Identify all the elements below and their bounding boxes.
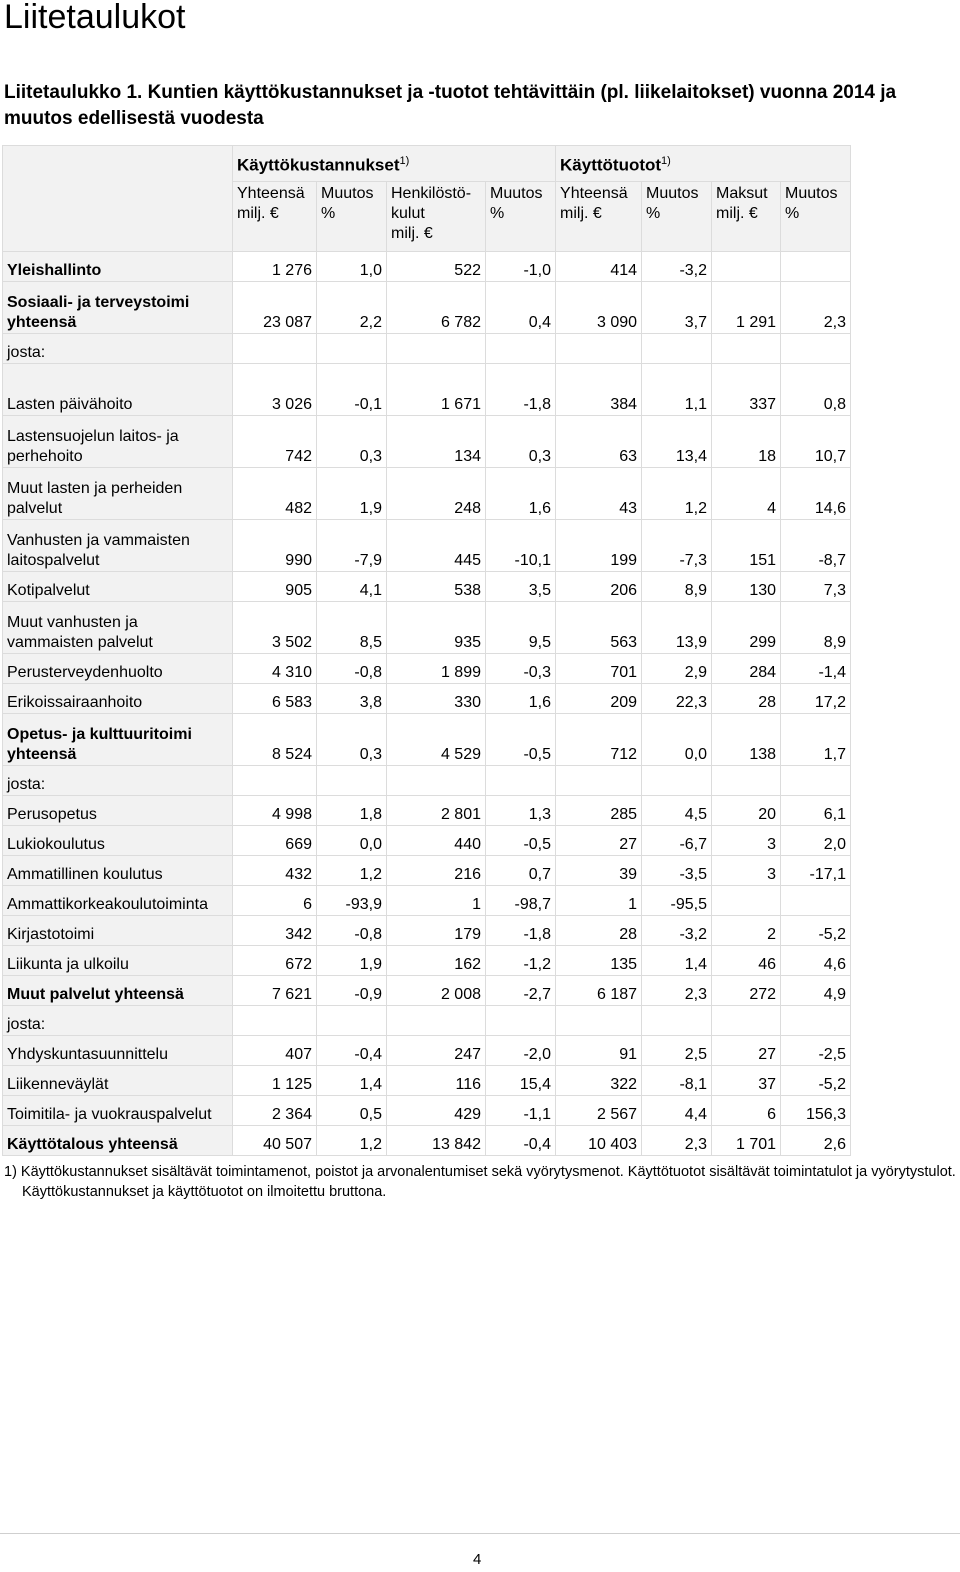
costs-group-label: Käyttökustannukset	[237, 155, 400, 175]
value-cell: 414	[556, 252, 642, 282]
value-cell: 522	[387, 252, 486, 282]
value-cell: -7,9	[317, 520, 387, 572]
value-cell: 6	[712, 1096, 781, 1126]
value-cell: 905	[233, 572, 317, 602]
table-title: Liitetaulukko 1. Kuntien käyttökustannukset ja -tuotot tehtävittäin (pl. liikelaitokset) vuonna 2014 ja muutos edellisestä vuodesta	[4, 82, 897, 129]
column-header	[712, 182, 781, 252]
value-cell: 990	[233, 520, 317, 572]
table-row	[3, 796, 851, 826]
column-header-line: Muutos	[785, 185, 838, 202]
table-row	[3, 1036, 851, 1066]
value-cell: 151	[712, 520, 781, 572]
value-cell: 742	[233, 416, 317, 468]
value-cell	[642, 1006, 712, 1036]
value-cell	[556, 1006, 642, 1036]
column-header-line: milj. €	[391, 225, 433, 242]
value-cell	[642, 334, 712, 364]
row-label: Erikoissairaanhoito	[3, 684, 233, 714]
value-cell: 8,9	[781, 602, 851, 654]
value-cell: 3,7	[642, 282, 712, 334]
row-label: Ammattikorkeakoulutoiminta	[3, 886, 233, 916]
value-cell: 1,2	[317, 856, 387, 886]
value-cell: 2 567	[556, 1096, 642, 1126]
value-cell: -95,5	[642, 886, 712, 916]
table-row	[3, 282, 851, 334]
value-cell	[233, 334, 317, 364]
table-row	[3, 684, 851, 714]
value-cell	[712, 252, 781, 282]
value-cell: -8,1	[642, 1066, 712, 1096]
value-cell: 91	[556, 1036, 642, 1066]
row-label: Muut lasten ja perheiden palvelut	[3, 468, 233, 520]
value-cell: 116	[387, 1066, 486, 1096]
column-header-line: Muutos	[321, 185, 374, 202]
value-cell: 14,6	[781, 468, 851, 520]
value-cell: 20	[712, 796, 781, 826]
table-row	[3, 572, 851, 602]
row-label: josta:	[3, 334, 233, 364]
column-header	[556, 182, 642, 252]
value-cell: 0,0	[642, 714, 712, 766]
row-label: Toimitila- ja vuokrauspalvelut	[3, 1096, 233, 1126]
value-cell: 2 801	[387, 796, 486, 826]
revenues-footnote-marker: 1)	[661, 155, 671, 168]
row-label: Muut palvelut yhteensä	[3, 976, 233, 1006]
value-cell: 432	[233, 856, 317, 886]
value-cell	[486, 334, 556, 364]
row-label: Opetus- ja kulttuuritoimi yhteensä	[3, 714, 233, 766]
row-label: josta:	[3, 766, 233, 796]
value-cell: 1,9	[317, 468, 387, 520]
row-label: Perusterveydenhuolto	[3, 654, 233, 684]
value-cell: -3,5	[642, 856, 712, 886]
value-cell: 0,3	[486, 416, 556, 468]
column-header-line: Yhteensä	[237, 185, 305, 202]
value-cell: 2,6	[781, 1126, 851, 1156]
value-cell: 134	[387, 416, 486, 468]
value-cell: -1,4	[781, 654, 851, 684]
table-row	[3, 714, 851, 766]
table-row	[3, 364, 851, 416]
value-cell: -0,5	[486, 826, 556, 856]
value-cell: 138	[712, 714, 781, 766]
value-cell: 23 087	[233, 282, 317, 334]
value-cell: 43	[556, 468, 642, 520]
value-cell: 28	[712, 684, 781, 714]
value-cell: 1 291	[712, 282, 781, 334]
table-row	[3, 1066, 851, 1096]
value-cell: 3	[712, 826, 781, 856]
row-label: Sosiaali- ja terveystoimi yhteensä	[3, 282, 233, 334]
value-cell: 4,1	[317, 572, 387, 602]
value-cell: -1,0	[486, 252, 556, 282]
value-cell: 935	[387, 602, 486, 654]
table-row	[3, 1126, 851, 1156]
table-row	[3, 654, 851, 684]
value-cell: 445	[387, 520, 486, 572]
value-cell: 299	[712, 602, 781, 654]
revenues-group-label: Käyttötuotot	[560, 155, 662, 175]
value-cell: 1,1	[642, 364, 712, 416]
value-cell: 247	[387, 1036, 486, 1066]
column-header	[781, 182, 851, 252]
value-cell: 2,3	[642, 1126, 712, 1156]
value-cell: 6,1	[781, 796, 851, 826]
value-cell	[642, 766, 712, 796]
value-cell: -10,1	[486, 520, 556, 572]
row-label: Kotipalvelut	[3, 572, 233, 602]
column-header	[317, 182, 387, 252]
value-cell: 162	[387, 946, 486, 976]
column-header-line: Henkilöstö-	[391, 185, 472, 202]
value-cell: 337	[712, 364, 781, 416]
value-cell: 2 364	[233, 1096, 317, 1126]
value-cell: -1,1	[486, 1096, 556, 1126]
column-header-line: Muutos	[490, 185, 543, 202]
value-cell: 13,9	[642, 602, 712, 654]
value-cell: 701	[556, 654, 642, 684]
table-row	[3, 602, 851, 654]
value-cell: 0,8	[781, 364, 851, 416]
value-cell: 8,5	[317, 602, 387, 654]
expenditure-table	[2, 145, 851, 1156]
value-cell: 2,3	[642, 976, 712, 1006]
value-cell: 1,4	[317, 1066, 387, 1096]
value-cell: -5,2	[781, 916, 851, 946]
column-header-line: kulut	[391, 205, 425, 222]
value-cell: 2	[712, 916, 781, 946]
value-cell: 407	[233, 1036, 317, 1066]
value-cell: -93,9	[317, 886, 387, 916]
table-row	[3, 416, 851, 468]
value-cell	[712, 334, 781, 364]
value-cell	[387, 1006, 486, 1036]
value-cell	[712, 766, 781, 796]
value-cell: 0,5	[317, 1096, 387, 1126]
value-cell	[317, 766, 387, 796]
value-cell: 27	[556, 826, 642, 856]
value-cell: 13 842	[387, 1126, 486, 1156]
value-cell	[781, 1006, 851, 1036]
value-cell: 712	[556, 714, 642, 766]
value-cell: -0,1	[317, 364, 387, 416]
value-cell: 1,2	[642, 468, 712, 520]
value-cell: 46	[712, 946, 781, 976]
value-cell: 10,7	[781, 416, 851, 468]
column-header-line: milj. €	[237, 205, 279, 222]
value-cell: 4,4	[642, 1096, 712, 1126]
column-header-line: %	[646, 205, 661, 222]
value-cell	[781, 886, 851, 916]
value-cell: 10 403	[556, 1126, 642, 1156]
value-cell: 4,5	[642, 796, 712, 826]
value-cell	[712, 886, 781, 916]
table-row	[3, 252, 851, 282]
value-cell: 37	[712, 1066, 781, 1096]
value-cell: 6 583	[233, 684, 317, 714]
value-cell: 22,3	[642, 684, 712, 714]
value-cell	[781, 766, 851, 796]
value-cell: 1,3	[486, 796, 556, 826]
value-cell: 6	[233, 886, 317, 916]
value-cell	[486, 1006, 556, 1036]
value-cell: 2,2	[317, 282, 387, 334]
value-cell: 2 008	[387, 976, 486, 1006]
value-cell: 7,3	[781, 572, 851, 602]
column-header	[486, 182, 556, 252]
page-heading: Liitetaulukot	[4, 0, 186, 36]
table-row	[3, 1006, 851, 1036]
row-label: Ammatillinen koulutus	[3, 856, 233, 886]
value-cell: 342	[233, 916, 317, 946]
table-row	[3, 334, 851, 364]
value-cell: -0,3	[486, 654, 556, 684]
value-cell: 15,4	[486, 1066, 556, 1096]
value-cell: 4 998	[233, 796, 317, 826]
table-row	[3, 766, 851, 796]
value-cell: 39	[556, 856, 642, 886]
value-cell: 206	[556, 572, 642, 602]
value-cell: -6,7	[642, 826, 712, 856]
row-label: Lasten päivähoito	[3, 364, 233, 416]
value-cell: 1 276	[233, 252, 317, 282]
value-cell: 40 507	[233, 1126, 317, 1156]
value-cell	[387, 334, 486, 364]
value-cell: 482	[233, 468, 317, 520]
table-row	[3, 916, 851, 946]
value-cell: 1,8	[317, 796, 387, 826]
column-header-line: milj. €	[716, 205, 758, 222]
row-label: Lastensuojelun laitos- ja perhehoito	[3, 416, 233, 468]
value-cell: 4 529	[387, 714, 486, 766]
table-row	[3, 1096, 851, 1126]
value-cell: 384	[556, 364, 642, 416]
value-cell: -8,7	[781, 520, 851, 572]
footnote-text: 1) Käyttökustannukset sisältävät toimintamenot, poistot ja arvonalentumiset sekä vyörytysmenot. Käyttötuotot sisältävät toimintatulot ja vyörytystulot. Käyttökustannukset ja käyttötuotot on ilmoitettu bruttona.	[4, 1164, 956, 1200]
value-cell: 8 524	[233, 714, 317, 766]
value-cell: -2,0	[486, 1036, 556, 1066]
value-cell: 0,4	[486, 282, 556, 334]
row-label: Vanhusten ja vammaisten laitospalvelut	[3, 520, 233, 572]
value-cell	[781, 252, 851, 282]
table-row	[3, 856, 851, 886]
value-cell: 13,4	[642, 416, 712, 468]
value-cell: -0,8	[317, 654, 387, 684]
page-number: 4	[473, 1551, 482, 1568]
table-row	[3, 886, 851, 916]
row-label: Yhdyskuntasuunnittelu	[3, 1036, 233, 1066]
value-cell: 3,8	[317, 684, 387, 714]
value-cell	[556, 766, 642, 796]
costs-footnote-marker: 1)	[399, 155, 410, 168]
value-cell: -0,4	[317, 1036, 387, 1066]
value-cell: 1,4	[642, 946, 712, 976]
value-cell: 130	[712, 572, 781, 602]
value-cell: 563	[556, 602, 642, 654]
footer-divider	[0, 1533, 960, 1534]
value-cell: 0,7	[486, 856, 556, 886]
column-header-line: %	[490, 205, 505, 222]
column-header-line: milj. €	[560, 205, 602, 222]
value-cell: 284	[712, 654, 781, 684]
value-cell: 429	[387, 1096, 486, 1126]
value-cell: 9,5	[486, 602, 556, 654]
column-header	[387, 182, 486, 252]
value-cell: 440	[387, 826, 486, 856]
column-header-line: Yhteensä	[560, 185, 628, 202]
header-corner-cell	[3, 146, 233, 252]
row-label: Muut vanhusten ja vammaisten palvelut	[3, 602, 233, 654]
value-cell: 27	[712, 1036, 781, 1066]
value-cell: 7 621	[233, 976, 317, 1006]
row-label: Liikunta ja ulkoilu	[3, 946, 233, 976]
value-cell: 669	[233, 826, 317, 856]
value-cell: 2,5	[642, 1036, 712, 1066]
value-cell: 3,5	[486, 572, 556, 602]
value-cell	[712, 1006, 781, 1036]
value-cell: 4 310	[233, 654, 317, 684]
value-cell: 672	[233, 946, 317, 976]
value-cell: 8,9	[642, 572, 712, 602]
table-row	[3, 468, 851, 520]
value-cell: 135	[556, 946, 642, 976]
value-cell: -2,5	[781, 1036, 851, 1066]
value-cell: 1,9	[317, 946, 387, 976]
value-cell: -0,5	[486, 714, 556, 766]
value-cell: 4,6	[781, 946, 851, 976]
value-cell: 1 899	[387, 654, 486, 684]
value-cell: 285	[556, 796, 642, 826]
table-row	[3, 826, 851, 856]
value-cell: -1,8	[486, 916, 556, 946]
value-cell: 63	[556, 416, 642, 468]
value-cell: 1,0	[317, 252, 387, 282]
column-header-line: %	[321, 205, 336, 222]
value-cell: 3 026	[233, 364, 317, 416]
value-cell: 156,3	[781, 1096, 851, 1126]
value-cell: 0,0	[317, 826, 387, 856]
value-cell: -0,9	[317, 976, 387, 1006]
value-cell: 322	[556, 1066, 642, 1096]
value-cell: 2,9	[642, 654, 712, 684]
value-cell: -17,1	[781, 856, 851, 886]
value-cell: 1,2	[317, 1126, 387, 1156]
value-cell: 28	[556, 916, 642, 946]
value-cell: 1	[556, 886, 642, 916]
value-cell: 1	[387, 886, 486, 916]
value-cell: 1,6	[486, 684, 556, 714]
value-cell: 0,3	[317, 714, 387, 766]
row-label: Perusopetus	[3, 796, 233, 826]
value-cell	[781, 334, 851, 364]
value-cell: -3,2	[642, 916, 712, 946]
value-cell: 272	[712, 976, 781, 1006]
row-label: Lukiokoulutus	[3, 826, 233, 856]
row-label: Käyttötalous yhteensä	[3, 1126, 233, 1156]
table-row	[3, 946, 851, 976]
column-header	[642, 182, 712, 252]
value-cell: 3 502	[233, 602, 317, 654]
value-cell: -3,2	[642, 252, 712, 282]
value-cell: -1,2	[486, 946, 556, 976]
value-cell: 199	[556, 520, 642, 572]
value-cell: -2,7	[486, 976, 556, 1006]
value-cell: -98,7	[486, 886, 556, 916]
value-cell	[486, 766, 556, 796]
value-cell: -7,3	[642, 520, 712, 572]
value-cell: -1,8	[486, 364, 556, 416]
value-cell: 0,3	[317, 416, 387, 468]
table-row	[3, 976, 851, 1006]
value-cell: 4	[712, 468, 781, 520]
column-header-line: Maksut	[716, 185, 768, 202]
footnote	[4, 1162, 958, 1202]
value-cell	[233, 1006, 317, 1036]
value-cell: 1,6	[486, 468, 556, 520]
value-cell: 209	[556, 684, 642, 714]
value-cell: 1 125	[233, 1066, 317, 1096]
table-row	[3, 520, 851, 572]
value-cell: 18	[712, 416, 781, 468]
row-label: Liikenneväylät	[3, 1066, 233, 1096]
value-cell: -0,8	[317, 916, 387, 946]
row-label: Kirjastotoimi	[3, 916, 233, 946]
column-header-line: Muutos	[646, 185, 699, 202]
value-cell	[556, 334, 642, 364]
column-header	[233, 182, 317, 252]
value-cell	[317, 1006, 387, 1036]
value-cell: 6 187	[556, 976, 642, 1006]
revenues-group-header	[556, 146, 851, 182]
column-header-line: %	[785, 205, 800, 222]
value-cell: 248	[387, 468, 486, 520]
value-cell: 1 701	[712, 1126, 781, 1156]
row-label: Yleishallinto	[3, 252, 233, 282]
value-cell: 17,2	[781, 684, 851, 714]
value-cell: 1,7	[781, 714, 851, 766]
value-cell	[387, 766, 486, 796]
value-cell: 538	[387, 572, 486, 602]
value-cell: -0,4	[486, 1126, 556, 1156]
value-cell: 3 090	[556, 282, 642, 334]
value-cell: 2,0	[781, 826, 851, 856]
value-cell: 1 671	[387, 364, 486, 416]
value-cell: 216	[387, 856, 486, 886]
value-cell	[317, 334, 387, 364]
value-cell: -5,2	[781, 1066, 851, 1096]
value-cell: 179	[387, 916, 486, 946]
value-cell: 2,3	[781, 282, 851, 334]
row-label: josta:	[3, 1006, 233, 1036]
costs-group-header	[233, 146, 556, 182]
value-cell: 6 782	[387, 282, 486, 334]
value-cell	[233, 766, 317, 796]
value-cell: 4,9	[781, 976, 851, 1006]
value-cell: 330	[387, 684, 486, 714]
value-cell: 3	[712, 856, 781, 886]
